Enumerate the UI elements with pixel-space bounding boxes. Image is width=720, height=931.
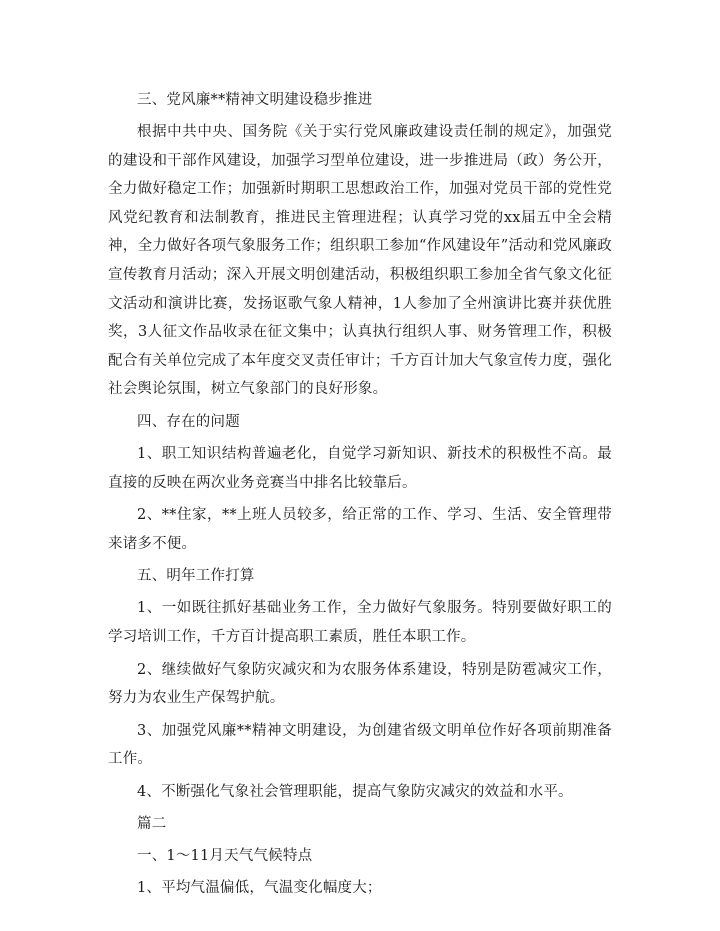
section-3-paragraph: 根据中共中央、国务院《关于实行党风廉政建设责任制的规定》，加强党的建设和干部作风建设，加强学习型单位建设，进一步推进局（政）务公开，全力做好稳定工作；加强新时期职工思想政治工作，加强对党员干部的党性党风党纪教育和法制教育，推进民主管理进程；认真学习党的xx届五中全会精神，全力做好各项气象服务工作；组织职工参加“作风建设年”活动和党风廉政宣传教育月活动；深入开展文明创建活动，积极组织职工参加全省气象文化征文活动和演讲比赛，发扬讴歌气象人精神，1人参加了全州演讲比赛并获优胜奖，3人征文作品收录在征文集中；认真执行组织人事、财务管理工作，积极配合有关单位完成了本年度交叉责任审计；千方百计加大气象宣传力度，强化社会舆论氛围，树立气象部门的良好形象。 [108, 124, 612, 398]
plan-item-3: 3、加强党风廉**精神文明建设，为创建省级文明单位作好各项前期准备工作。 [108, 722, 612, 768]
plan-item-1: 1、一如既往抓好基础业务工作，全力做好气象服务。特别要做好职工的学习培训工作，千方百计提高职工素质，胜任本职工作。 [108, 600, 612, 645]
section-heading-3: 三、党风廉**精神文明建设稳步推进 [137, 92, 373, 108]
plan-item-2: 2、继续做好气象防灾减灾和为农服务体系建设，特别是防雹减灾工作，努力为农业生产保驾护航。 [108, 661, 612, 707]
section-heading-5: 五、明年工作打算 [137, 568, 255, 585]
section-heading-4: 四、存在的问题 [137, 413, 240, 430]
part-two-heading: 一、1～11月天气气候特点 [137, 848, 313, 865]
document-page [108, 86, 612, 903]
problem-item-2: 2、**住家，**上班人员较多，给正常的工作、学习、生活、安全管理带来诸多不便。 [108, 507, 612, 552]
part-two-item-1: 1、平均气温偏低，气温变化幅度大； [137, 880, 382, 897]
part-two-label: 篇二 [137, 816, 167, 833]
problem-item-1: 1、职工知识结构普遍老化，自觉学习新知识、新技术的积极性不高。最直接的反映在两次业务竞赛当中排名比较靠后。 [108, 445, 612, 491]
plan-item-4: 4、不断强化气象社会管理职能，提高气象防灾减灾的效益和水平。 [137, 783, 573, 800]
